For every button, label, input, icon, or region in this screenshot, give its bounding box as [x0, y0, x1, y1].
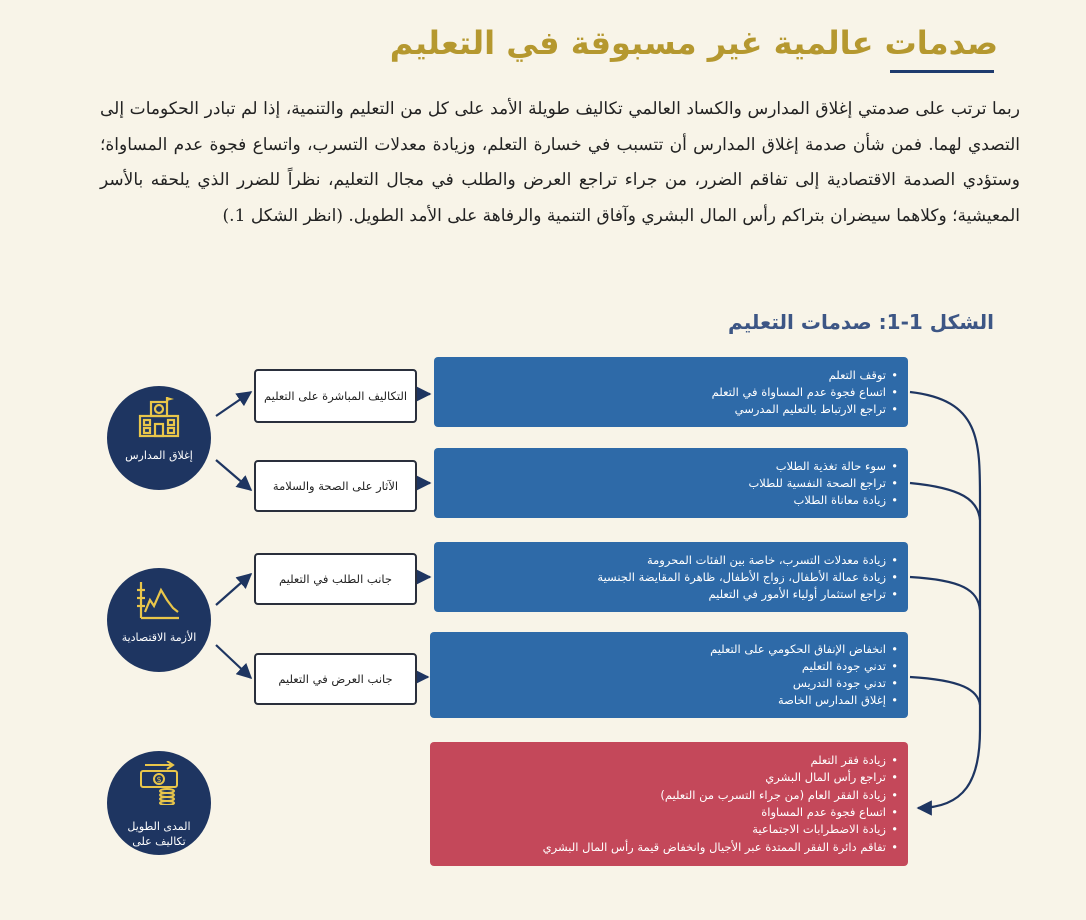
- long-term-costs-label-line2: تكاليف على: [132, 835, 186, 848]
- arrow-join-box2: [910, 483, 980, 520]
- figure-title: الشكل 1-1: صدمات التعليم: [728, 310, 994, 334]
- arrow-schools-health: [216, 460, 251, 490]
- page-title: صدمات عالمية غير مسبوقة في التعليم: [389, 24, 998, 62]
- long-term-costs-box: [430, 742, 908, 866]
- list-item: • زيادة عمالة الأطفال، زواج الأطفال، ظاهرة المقايضة الجنسية: [434, 569, 886, 586]
- mid-box-supply-side: جانب العرض في التعليم: [254, 653, 417, 705]
- long-term-costs-label-line1: المدى الطويل: [127, 820, 191, 833]
- list-item: • زيادة الاضطرابات الاجتماعية: [430, 821, 886, 838]
- arrow-schools-direct-costs: [216, 392, 251, 416]
- mid-box-demand-side: جانب الطلب في التعليم: [254, 553, 417, 605]
- list-item: • تراجع الارتباط بالتعليم المدرسي: [434, 401, 886, 418]
- declining-chart-icon: [137, 578, 181, 622]
- list-item: • اتساع فجوة عدم المساواة في التعلم: [434, 384, 886, 401]
- arrow-collect-longterm: [910, 392, 980, 808]
- outcome-box-health: [434, 448, 908, 518]
- economic-crisis-circle: [107, 568, 211, 672]
- outcome-box-demand: [434, 542, 908, 612]
- list-item: • اتساع فجوة عدم المساواة: [430, 804, 886, 821]
- list-item: • تراجع الصحة النفسية للطلاب: [434, 475, 886, 492]
- list-item: • توقف التعلم: [434, 367, 886, 384]
- arrow-economic-demand: [216, 574, 251, 605]
- list-item: • زيادة فقر التعلم: [430, 752, 886, 769]
- outcome-box-learning: [434, 357, 908, 427]
- long-term-costs-label: [111, 819, 207, 849]
- list-item: • انخفاض الإنفاق الحكومي على التعليم: [430, 641, 886, 658]
- long-term-costs-circle: [107, 751, 211, 855]
- list-item: • زيادة معاناة الطلاب: [434, 492, 886, 509]
- outcome-box-supply: [430, 632, 908, 718]
- svg-text:$: $: [156, 775, 162, 784]
- list-item: • زيادة الفقر العام (من جراء التسرب من التعليم): [430, 787, 886, 804]
- money-coins-icon: [137, 761, 181, 805]
- list-item: • إغلاق المدارس الخاصة: [430, 692, 886, 709]
- intro-paragraph: ربما ترتب على صدمتي إغلاق المدارس والكساد العالمي تكاليف طويلة الأمد على كل من التعليم والتنمية، إذا لم تبادر الحكومات إلى التصدي لهما. فمن شأن صدمة إغلاق المدارس أن تتسبب في خسارة التعلم، وزيادة معدلات التسرب، واتساع فجوة عدم المساواة؛ وستؤدي الصدمة الاقتصادية إلى تفاقم الضرر، من جراء تراجع العرض والطلب في مجال التعليم، نظراً للضرر الذي يلحقه بالأسر المعيشية؛ وكلاهما سيضران بتراكم رأس المال البشري وآفاق التنمية والرفاهة على الأمد الطويل. (انظر الشكل 1.): [100, 99, 1020, 226]
- list-item: • تراجع رأس المال البشري: [430, 769, 886, 786]
- arrow-economic-supply: [216, 645, 251, 678]
- arrow-join-box4: [910, 677, 980, 705]
- list-item: • تدني جودة التعليم: [430, 658, 886, 675]
- mid-box-direct-costs: التكاليف المباشرة على التعليم: [254, 369, 417, 423]
- school-closure-label: إغلاق المدارس: [125, 449, 193, 462]
- school-building-icon: [137, 396, 181, 440]
- list-item: • تفاقم دائرة الفقر الممتدة عبر الأجيال وانخفاض قيمة رأس المال البشري: [430, 839, 886, 856]
- school-closure-circle: [107, 386, 211, 490]
- list-item: • تراجع استثمار أولياء الأمور في التعليم: [434, 586, 886, 603]
- list-item: • زيادة معدلات التسرب، خاصة بين الفئات المحرومة: [434, 552, 886, 569]
- list-item: • تدني جودة التدريس: [430, 675, 886, 692]
- mid-box-health-safety: الآثار على الصحة والسلامة: [254, 460, 417, 512]
- list-item: • سوء حالة تغذية الطلاب: [434, 458, 886, 475]
- arrow-join-box3: [910, 577, 980, 610]
- economic-crisis-label: الأزمة الاقتصادية: [121, 631, 197, 644]
